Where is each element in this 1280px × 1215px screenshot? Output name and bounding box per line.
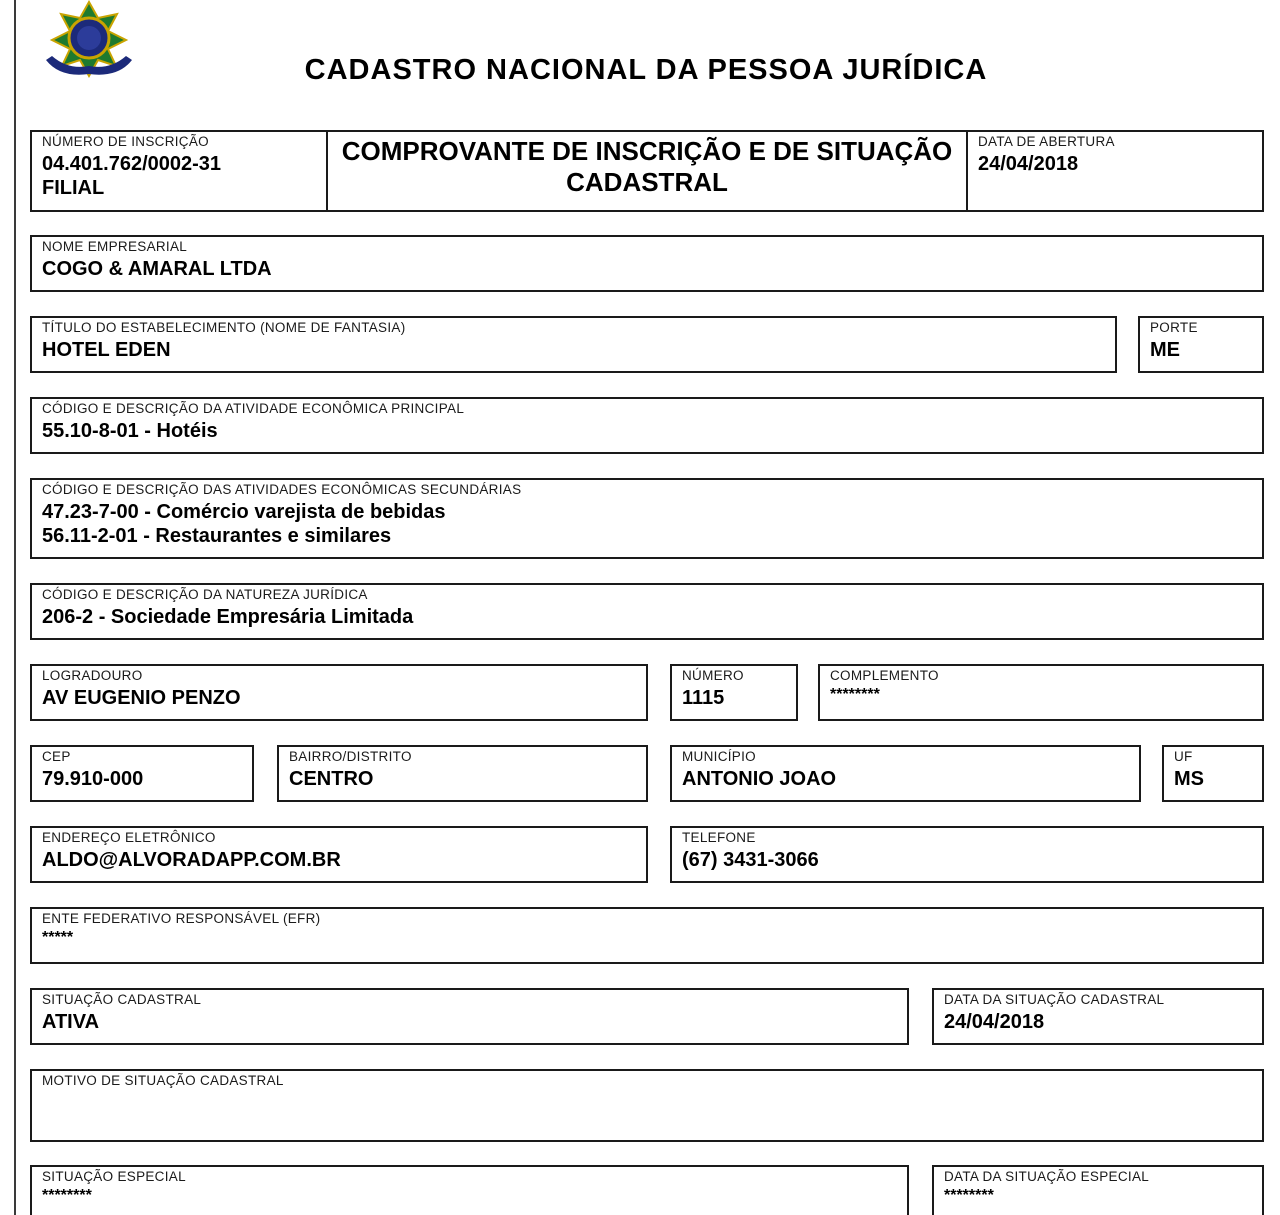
situacao-cadastral-box [30,988,909,1045]
email-value: ALDO@ALVORADAPP.COM.BR [42,849,341,871]
complemento-value: ******** [830,686,880,703]
numero-box [670,664,798,721]
document-title: CADASTRO NACIONAL DA PESSOA JURÍDICA [304,54,988,86]
cep-value: 79.910-000 [42,768,144,790]
data-abertura-box [966,130,1264,212]
data-situacao-especial-label: DATA DA SITUAÇÃO ESPECIAL [944,1169,1150,1184]
data-situacao-especial-box [932,1165,1264,1215]
motivo-situacao-box [30,1069,1264,1142]
numero-inscricao-value: 04.401.762/0002-31 [42,153,222,175]
numero-value: 1115 [682,687,725,709]
porte-box [1138,316,1264,373]
atividade-principal-box [30,397,1264,454]
bairro-value: CENTRO [289,768,374,790]
comprovante-title-line2: CADASTRAL [566,167,728,197]
efr-value: ***** [42,929,74,946]
situacao-especial-value: ******** [42,1187,92,1204]
atividade-principal-value: 55.10-8-01 - Hotéis [42,420,218,442]
situacao-cadastral-label: SITUAÇÃO CADASTRAL [42,992,202,1007]
telefone-label: TELEFONE [682,830,756,845]
titulo-estabelecimento-value: HOTEL EDEN [42,339,171,361]
data-abertura-value: 24/04/2018 [978,153,1079,175]
porte-value: ME [1150,339,1180,361]
atividade-secundaria-item: 47.23-7-00 - Comércio varejista de bebidas [42,501,446,523]
atividades-secundarias-box [30,478,1264,559]
municipio-value: ANTONIO JOAO [682,768,837,790]
data-situacao-cadastral-box [932,988,1264,1045]
uf-box [1162,745,1264,802]
email-box [30,826,648,883]
telefone-box [670,826,1264,883]
situacao-especial-label: SITUAÇÃO ESPECIAL [42,1169,186,1184]
bairro-box [277,745,648,802]
natureza-juridica-value: 206-2 - Sociedade Empresária Limitada [42,606,414,628]
numero-label: NÚMERO [682,668,744,683]
tipo-estabelecimento-value: FILIAL [42,177,105,199]
natureza-juridica-label: CÓDIGO E DESCRIÇÃO DA NATUREZA JURÍDICA [42,587,368,602]
data-abertura-label: DATA DE ABERTURA [978,134,1115,149]
numero-inscricao-box [30,130,328,212]
cep-box [30,745,254,802]
titulo-estabelecimento-label: TÍTULO DO ESTABELECIMENTO (NOME DE FANTASIA) [42,320,406,335]
logradouro-value: AV EUGENIO PENZO [42,687,241,709]
atividades-secundarias-label: CÓDIGO E DESCRIÇÃO DAS ATIVIDADES ECONÔMICAS SECUNDÁRIAS [42,482,522,497]
complemento-label: COMPLEMENTO [830,668,939,683]
data-situacao-especial-value: ******** [944,1187,994,1204]
nome-empresarial-label: NOME EMPRESARIAL [42,239,188,254]
logradouro-box [30,664,648,721]
atividade-secundaria-item: 56.11-2-01 - Restaurantes e similares [42,525,392,547]
data-situacao-cadastral-value: 24/04/2018 [944,1011,1045,1033]
cep-label: CEP [42,749,71,764]
comprovante-title-line1: COMPROVANTE DE INSCRIÇÃO E DE SITUAÇÃO [341,136,953,166]
efr-label: ENTE FEDERATIVO RESPONSÁVEL (EFR) [42,911,321,926]
situacao-especial-box [30,1165,909,1215]
nome-empresarial-value: COGO & AMARAL LTDA [42,258,272,280]
comprovante-title-box [326,130,968,212]
bairro-label: BAIRRO/DISTRITO [289,749,412,764]
porte-label: PORTE [1150,320,1198,335]
uf-label: UF [1174,749,1193,764]
municipio-box [670,745,1141,802]
logradouro-label: LOGRADOURO [42,668,143,683]
uf-value: MS [1174,768,1204,790]
page-left-border [14,0,16,1215]
numero-inscricao-label: NÚMERO DE INSCRIÇÃO [42,134,209,149]
nome-empresarial-box [30,235,1264,292]
municipio-label: MUNICÍPIO [682,749,756,764]
efr-box [30,907,1264,964]
data-situacao-cadastral-label: DATA DA SITUAÇÃO CADASTRAL [944,992,1165,1007]
telefone-value: (67) 3431-3066 [682,849,819,871]
natureza-juridica-box [30,583,1264,640]
situacao-cadastral-value: ATIVA [42,1011,100,1033]
email-label: ENDEREÇO ELETRÔNICO [42,830,216,845]
comprovante-title [328,136,966,198]
complemento-box [818,664,1264,721]
atividade-principal-label: CÓDIGO E DESCRIÇÃO DA ATIVIDADE ECONÔMICA PRINCIPAL [42,401,465,416]
motivo-situacao-label: MOTIVO DE SITUAÇÃO CADASTRAL [42,1073,284,1088]
titulo-estabelecimento-box [30,316,1117,373]
